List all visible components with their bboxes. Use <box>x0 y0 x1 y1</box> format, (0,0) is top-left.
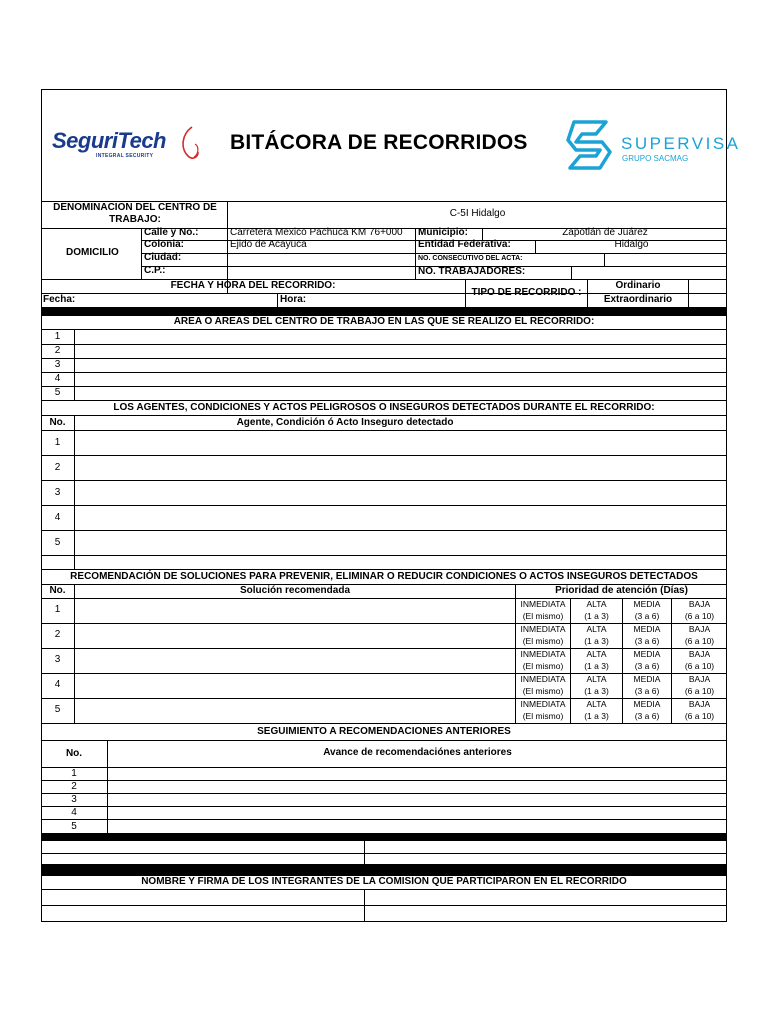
priority-name: BAJA <box>688 699 711 709</box>
fecha-label: Fecha: <box>43 294 76 305</box>
cp-label: C.P.: <box>144 265 166 276</box>
seguimiento-row-4: 4 <box>71 807 77 818</box>
calle-label: Calle y No.: <box>144 227 199 238</box>
tipo-recorrido-label: TIPO DE RECORRIDO : <box>471 287 582 298</box>
priority-name: INMEDIATA <box>520 649 566 659</box>
municipio-label: Municipio: <box>418 227 468 238</box>
area-row-1: 1 <box>54 331 61 342</box>
seguritech-logo-text: SeguriTech <box>52 128 166 153</box>
priority-range: (3 a 6) <box>634 661 660 671</box>
priority-name: MEDIA <box>633 674 661 684</box>
priority-range: (1 a 3) <box>584 711 609 721</box>
supervisa-logo-text: SUPERVISA <box>621 134 741 153</box>
priority-range: (El mismo) <box>522 711 564 721</box>
calle-value: Carretera Mexico Pachuca KM 76+000 <box>230 227 403 238</box>
trabajadores-label: NO. TRABAJADORES: <box>418 266 526 277</box>
priority-name: INMEDIATA <box>520 699 566 709</box>
municipio-value: Zapotlán de Juárez <box>562 227 648 238</box>
priority-range: (6 a 10) <box>684 686 715 696</box>
area-row-2: 2 <box>54 345 61 356</box>
priority-range: (1 a 3) <box>584 636 609 646</box>
recomendacion-row-number: 5 <box>54 704 61 715</box>
priority-name: ALTA <box>586 699 607 709</box>
agente-row-2: 2 <box>54 462 61 473</box>
priority-range: (1 a 3) <box>584 611 609 621</box>
priority-range: (3 a 6) <box>634 711 660 721</box>
recomendaciones-col-no: No. <box>49 585 66 596</box>
seguimiento-col-avance: Avance de recomendaciónes anteriores <box>323 747 512 758</box>
page-title: BITÁCORA DE RECORRIDOS <box>230 131 528 154</box>
priority-name: BAJA <box>688 674 711 684</box>
priority-name: MEDIA <box>633 699 661 709</box>
recomendaciones-header: RECOMENDACIÓN DE SOLUCIONES PARA PREVENIR, ELIMINAR O REDUCIR CONDICIONES O ACTOS INSEGUROS DETECTADOS <box>70 571 698 582</box>
recomendacion-row-number: 2 <box>54 629 61 640</box>
agente-row-4: 4 <box>54 512 61 523</box>
priority-name: ALTA <box>586 599 607 609</box>
priority-name: MEDIA <box>633 649 661 659</box>
colonia-label: Colonia: <box>144 239 184 250</box>
entidad-value: Hidalgo <box>614 239 649 250</box>
priority-range: (El mismo) <box>522 611 564 621</box>
priority-name: ALTA <box>586 624 607 634</box>
hora-label: Hora: <box>280 294 307 305</box>
firmas-header: NOMBRE Y FIRMA DE LOS INTEGRANTES DE LA COMISION QUE PARTICIPARON EN EL RECORRIDO <box>141 876 627 887</box>
priority-range: (6 a 10) <box>684 711 715 721</box>
colonia-value: Ejido de Acayuca <box>230 239 307 250</box>
seguimiento-row-3: 3 <box>71 794 77 805</box>
recomendaciones-col-solucion: Solución recomendada <box>239 585 351 596</box>
agente-row-1: 1 <box>54 437 61 448</box>
supervisa-logo <box>566 118 741 174</box>
seguritech-swirl-icon <box>178 124 202 164</box>
agentes-col-agente: Agente, Condición ó Acto Inseguro detectado <box>236 417 454 428</box>
area-row-3: 3 <box>54 359 61 370</box>
agentes-header: LOS AGENTES, CONDICIONES Y ACTOS PELIGROSOS O INSEGUROS DETECTADOS DURANTE EL RECORRIDO: <box>113 402 655 413</box>
priority-name: INMEDIATA <box>520 624 566 634</box>
recomendaciones-col-prioridad: Prioridad de atención (Días) <box>555 585 688 596</box>
priority-name: MEDIA <box>633 624 661 634</box>
seguritech-tagline: INTEGRAL SECURITY <box>96 153 154 159</box>
domicilio-label: DOMICILIO <box>66 247 119 258</box>
priority-range: (6 a 10) <box>684 661 715 671</box>
priority-range: (6 a 10) <box>684 611 715 621</box>
priority-name: BAJA <box>688 599 711 609</box>
seguimiento-header: SEGUIMIENTO A RECOMENDACIONES ANTERIORES <box>257 726 511 737</box>
priority-name: INMEDIATA <box>520 599 566 609</box>
ciudad-label: Ciudad: <box>144 252 182 263</box>
denominacion-label: DENOMINACION DEL CENTRO DE TRABAJO: <box>53 202 217 225</box>
extraordinario-label: Extraordinario <box>603 294 673 305</box>
agentes-col-no: No. <box>49 417 66 428</box>
priority-name: MEDIA <box>633 599 661 609</box>
seguimiento-row-1: 1 <box>71 768 77 779</box>
agente-row-3: 3 <box>54 487 61 498</box>
priority-range: (El mismo) <box>522 636 564 646</box>
supervisa-s-icon <box>566 118 616 172</box>
priority-name: BAJA <box>688 649 711 659</box>
denominacion-value: C-5I Hidalgo <box>449 208 506 219</box>
seguimiento-row-5: 5 <box>71 821 77 832</box>
priority-name: ALTA <box>586 649 607 659</box>
agente-row-5: 5 <box>54 537 61 548</box>
priority-name: ALTA <box>586 674 607 684</box>
area-row-4: 4 <box>54 373 61 384</box>
recomendacion-row-number: 1 <box>54 604 61 615</box>
priority-name: BAJA <box>688 624 711 634</box>
priority-range: (6 a 10) <box>684 636 715 646</box>
priority-range: (3 a 6) <box>634 636 660 646</box>
seguimiento-row-2: 2 <box>71 781 77 792</box>
seguritech-logo <box>52 124 202 164</box>
fecha-hora-header: FECHA Y HORA DEL RECORRIDO: <box>170 280 336 291</box>
priority-name: INMEDIATA <box>520 674 566 684</box>
priority-range: (3 a 6) <box>634 611 660 621</box>
areas-header: AREA O AREAS DEL CENTRO DE TRABAJO EN LAS QUE SE REALIZO EL RECORRIDO: <box>173 316 595 327</box>
recomendacion-row-number: 4 <box>54 679 61 690</box>
priority-range: (1 a 3) <box>584 686 609 696</box>
priority-range: (El mismo) <box>522 686 564 696</box>
entidad-label: Entidad Federativa: <box>418 239 511 250</box>
priority-range: (El mismo) <box>522 661 564 671</box>
recomendacion-row-number: 3 <box>54 654 61 665</box>
priority-range: (3 a 6) <box>634 686 660 696</box>
consecutivo-label: NO. CONSECUTIVO DEL ACTA: <box>418 255 523 262</box>
supervisa-tagline: GRUPO SACMAG <box>622 154 689 163</box>
ordinario-label: Ordinario <box>615 280 661 291</box>
seguimiento-col-no: No. <box>65 748 83 759</box>
priority-range: (1 a 3) <box>584 661 609 671</box>
area-row-5: 5 <box>54 387 61 398</box>
